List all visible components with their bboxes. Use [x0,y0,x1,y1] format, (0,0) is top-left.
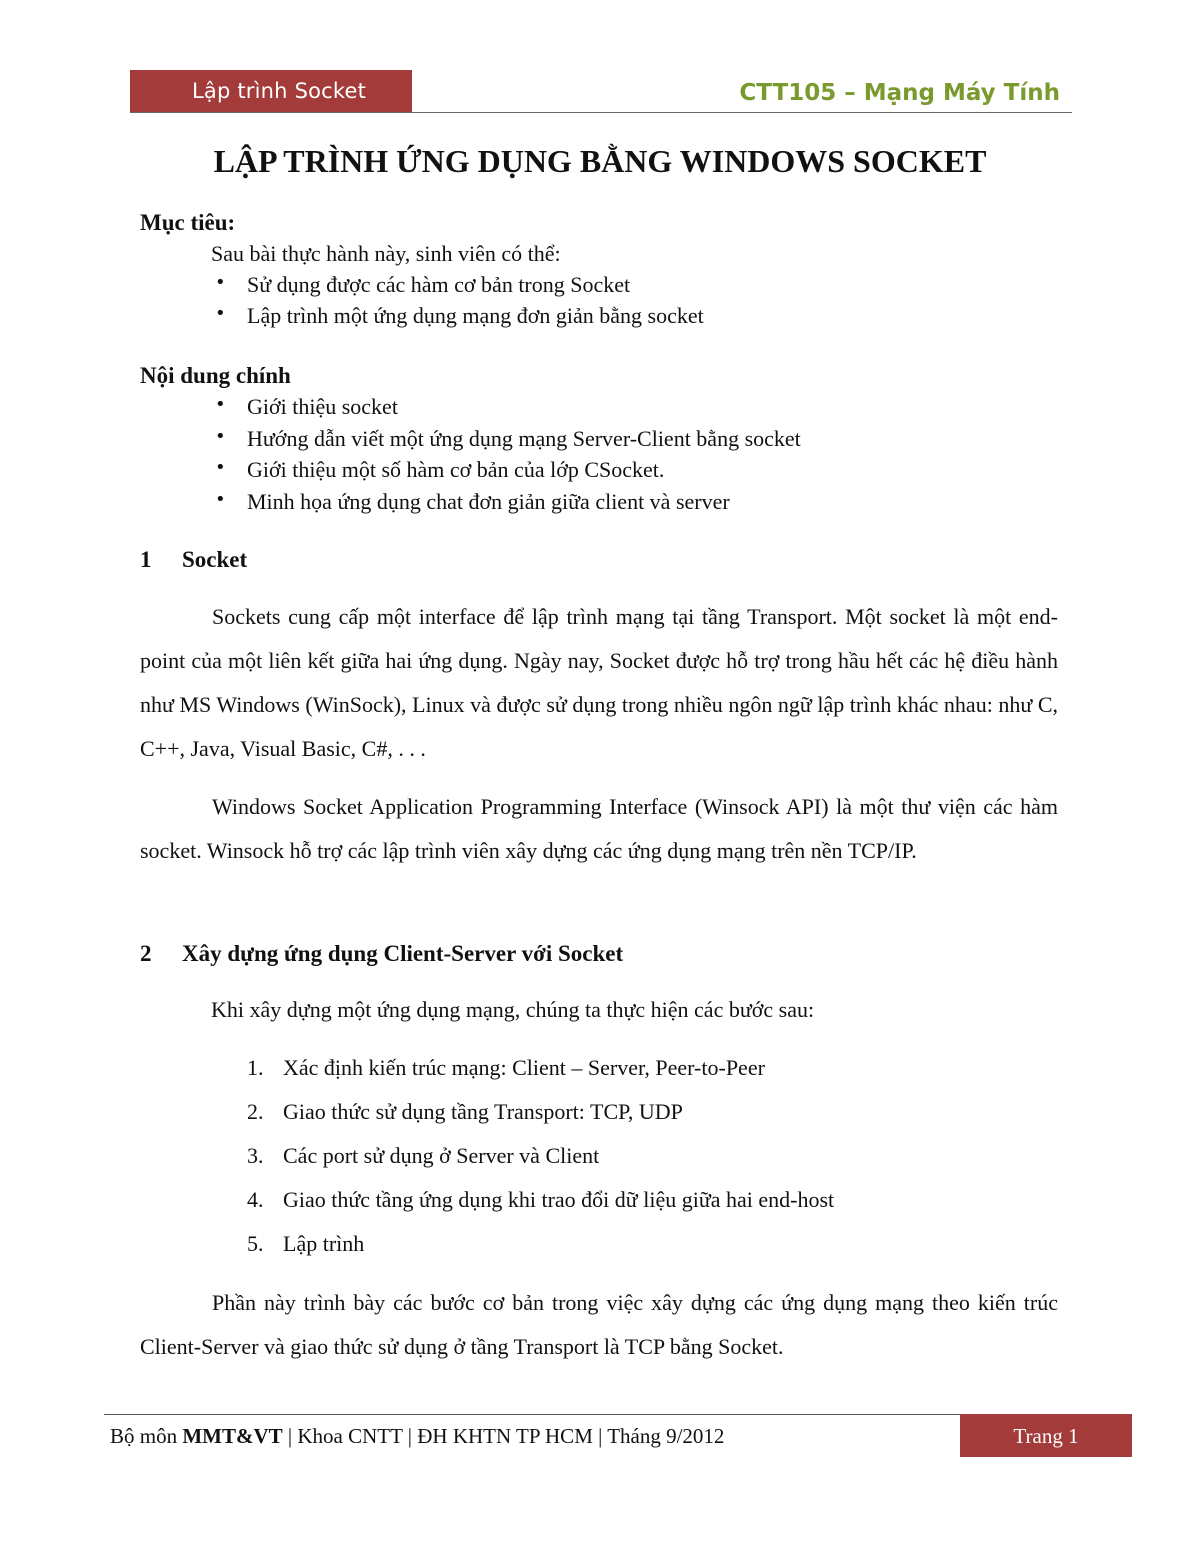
section-1-paragraph-1-text: Sockets cung cấp một interface để lập trình mạng tại tầng Transport. Một socket là một end-point của một liên kết giữa hai ứng dụng. Ngày nay, Socket được hỗ trợ trong hầu hết các hệ điều hành như MS Windows (WinSock), Linux và được sử dụng trong nhiều ngôn ngữ lập trình khác nhau: như C, C++, Java, Visual Basic, C#, . . . [140,604,1058,761]
step-number: 5. [247,1231,264,1256]
section-2-number: 2 [140,941,152,966]
section-1-title: Socket [182,547,248,572]
footer-divider [104,1414,962,1415]
step-text: Xác định kiến trúc mạng: Client – Server, Peer-to-Peer [283,1055,765,1080]
section-2-closing [140,1281,1058,1369]
step-number: 4. [247,1187,264,1212]
section-2-heading [140,941,623,967]
step-item [247,1099,683,1125]
content-item: • Giới thiệu socket [247,394,398,420]
section-2-title: Xây dựng ứng dụng Client-Server với Socket [182,941,624,966]
step-item [247,1231,364,1257]
step-number: 1. [247,1055,264,1080]
step-text: Giao thức sử dụng tầng Transport: TCP, UDP [283,1099,683,1124]
content-heading: Nội dung chính [140,363,291,388]
step-text: Các port sử dụng ở Server và Client [283,1143,600,1168]
objective-item: • Sử dụng được các hàm cơ bản trong Socket [247,272,630,298]
objective-item: • Lập trình một ứng dụng mạng đơn giản bằng socket [247,303,704,329]
step-text: Lập trình [283,1231,365,1256]
header-left-label: Lập trình Socket [192,79,367,103]
footer-details: | Khoa CNTT | ĐH KHTN TP HCM | Tháng 9/2012 [282,1424,725,1448]
section-2-intro: Khi xây dựng một ứng dụng mạng, chúng ta thực hiện các bước sau: [211,997,815,1022]
section-1-paragraph-2 [140,785,1058,873]
section-1-heading [140,547,247,573]
footer-info [110,1424,724,1449]
content-item: • Giới thiệu một số hàm cơ bản của lớp CSocket. [247,457,664,483]
footer-dept-prefix: Bộ môn [110,1424,183,1448]
content-item: • Minh họa ứng dụng chat đơn giản giữa client và server [247,489,730,515]
document-title: LẬP TRÌNH ỨNG DỤNG BẰNG WINDOWS SOCKET [213,143,987,179]
footer-dept-name: MMT&VT [182,1424,283,1448]
step-item [247,1055,765,1081]
section-1-paragraph-2-text: Windows Socket Application Programming Interface (Winsock API) là một thư viện các hàm socket. Winsock hỗ trợ các lập trình viên xây dựng các ứng dụng mạng trên nền TCP/IP. [140,794,1058,863]
step-number: 3. [247,1143,264,1168]
objectives-intro: Sau bài thực hành này, sinh viên có thể: [211,241,561,266]
content-item: • Hướng dẫn viết một ứng dụng mạng Server-Client bằng socket [247,426,801,452]
section-2-closing-text: Phần này trình bày các bước cơ bản trong việc xây dựng các ứng dụng mạng theo kiến trúc Client-Server và giao thức sử dụng ở tầng Transport là TCP bằng Socket. [140,1290,1058,1359]
step-number: 2. [247,1099,264,1124]
step-item [247,1187,834,1213]
header-divider [130,112,1072,113]
section-1-number: 1 [140,547,152,572]
section-1-paragraph-1 [140,595,1058,771]
step-text: Giao thức tầng ứng dụng khi trao đổi dữ liệu giữa hai end-host [283,1187,835,1212]
page-number: Trang 1 [1013,1424,1079,1448]
step-item [247,1143,599,1169]
objectives-heading: Mục tiêu: [140,210,236,235]
header-course-title: CTT105 – Mạng Máy Tính [739,80,1060,106]
